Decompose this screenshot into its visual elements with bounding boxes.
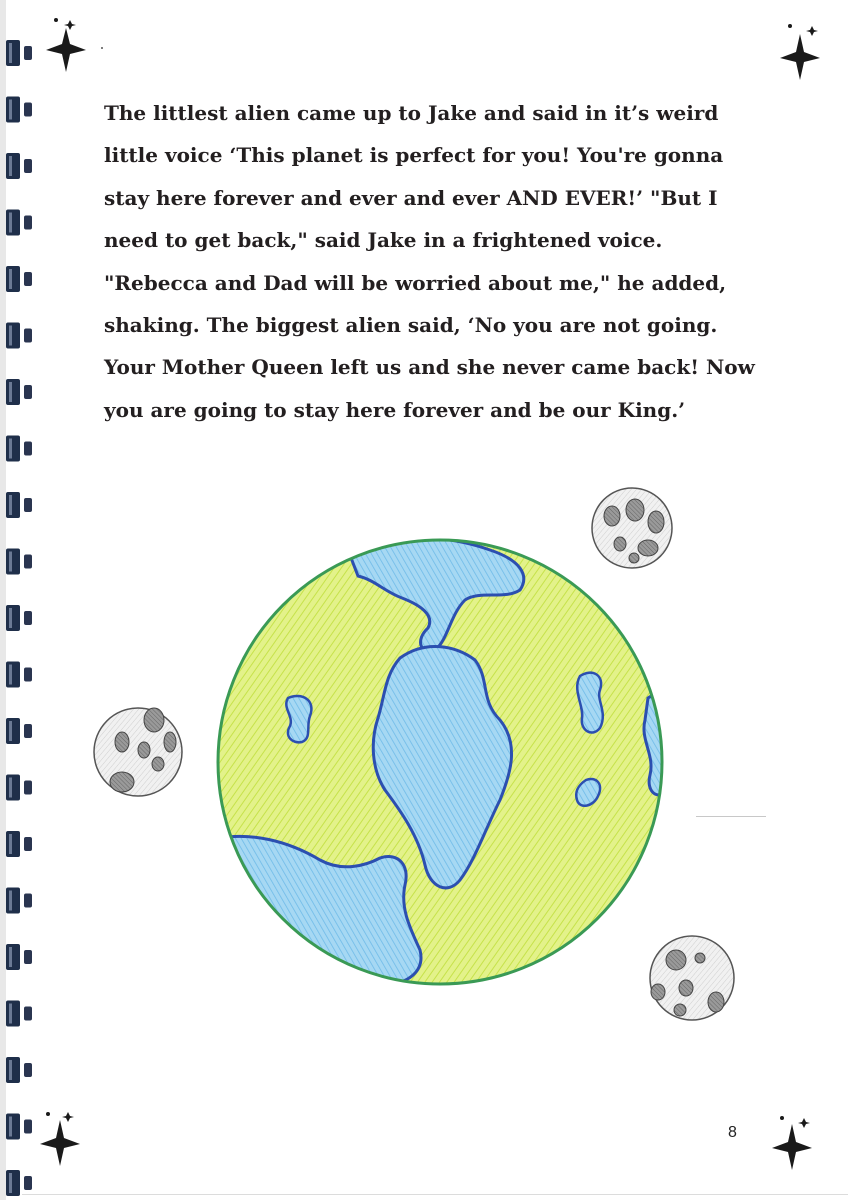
story-text [104,92,764,431]
binding-hole [24,103,32,117]
binding-coil-highlight [9,834,12,854]
binding-coil-highlight [9,947,12,967]
binding-coil [6,1114,20,1140]
story-line: The littlest alien came up to Jake and said in it’s weird [104,101,719,125]
binding-hole [24,216,32,230]
binding-coil [6,266,20,292]
binding-coil [6,97,20,123]
binding-coil-highlight [9,665,12,685]
moon-left [94,708,182,796]
binding-coil [6,210,20,236]
binding-coil [6,662,20,688]
binding-coil [6,40,20,66]
binding-hole [24,1063,32,1077]
binding-coil-highlight [9,326,12,346]
sparkle-icon-bottom-right [764,1112,824,1176]
binding-hole [24,668,32,682]
binding-hole [24,46,32,60]
binding-coil [6,888,20,914]
binding-coil [6,492,20,518]
page-number: 8 [728,1124,737,1141]
binding-hole [24,442,32,456]
binding-coil-highlight [9,778,12,798]
sparkle-icon-top-left [40,14,110,78]
binding-coil-highlight [9,721,12,741]
binding-hole [24,1120,32,1134]
binding-coil [6,1170,20,1196]
story-line: "Rebecca and Dad will be worried about me," he added, [104,270,727,295]
spiral-binding [0,0,40,1200]
binding-hole [24,555,32,569]
binding-coil-highlight [9,100,12,120]
binding-hole [24,1176,32,1190]
binding-coil [6,436,20,462]
moon-top-right [592,488,672,568]
binding-coil-highlight [9,495,12,515]
binding-hole [24,894,32,908]
binding-hole [24,159,32,173]
scan-line [696,816,766,817]
earth-illustration [80,480,780,1040]
binding-coil-highlight [9,1060,12,1080]
binding-coil-highlight [9,1117,12,1137]
binding-hole [24,950,32,964]
binding-coil-highlight [9,1004,12,1024]
binding-hole [24,498,32,512]
binding-coil [6,323,20,349]
binding-coil-highlight [9,382,12,402]
binding-coil [6,153,20,179]
binding-coil [6,944,20,970]
story-line: shaking. The biggest alien said, ‘No you are not going. [104,312,718,337]
binding-coil [6,1001,20,1027]
binding-coil-highlight [9,156,12,176]
binding-hole [24,781,32,795]
scan-line [22,1194,848,1195]
binding-coil-highlight [9,213,12,233]
binding-coil-highlight [9,608,12,628]
binding-coil [6,605,20,631]
binding-hole [24,272,32,286]
earth-globe [200,538,687,985]
binding-hole [24,1007,32,1021]
sparkle-icon-top-right [772,20,832,84]
binding-coil-highlight [9,43,12,63]
binding-hole [24,837,32,851]
moon-bottom-right [650,936,734,1020]
binding-hole [24,385,32,399]
binding-coil [6,831,20,857]
binding-hole [24,329,32,343]
binding-coil-highlight [9,552,12,572]
paper-edge [0,0,6,1200]
binding-coil [6,718,20,744]
story-line: you are going to stay here forever and be our King.’ [104,397,686,422]
binding-coil [6,549,20,575]
binding-coil-highlight [9,439,12,459]
story-line: need to get back," said Jake in a frightened voice. [104,228,663,253]
binding-coil-highlight [9,1173,12,1193]
story-line: Your Mother Queen left us and she never came back! Now [104,355,755,380]
binding-coil-highlight [9,269,12,289]
story-line: stay here forever and ever and ever AND EVER!’ "But I [104,185,718,210]
binding-coil-highlight [9,891,12,911]
sparkle-icon-bottom-left [34,1108,94,1172]
binding-hole [24,724,32,738]
binding-coil [6,1057,20,1083]
story-line: little voice ‘This planet is perfect for you! You're gonna [104,143,724,168]
binding-coil [6,775,20,801]
binding-hole [24,611,32,625]
binding-coil [6,379,20,405]
